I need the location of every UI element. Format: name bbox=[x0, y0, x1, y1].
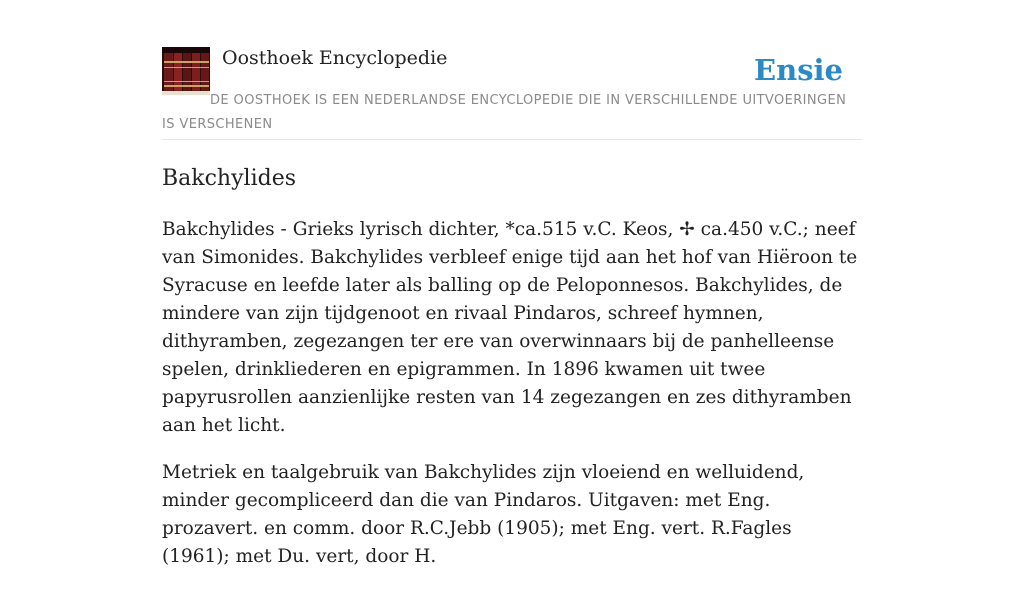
article-title: Bakchylides bbox=[162, 166, 296, 191]
site-header bbox=[162, 0, 862, 140]
site-name[interactable]: Oosthoek Encyclopedie bbox=[222, 47, 448, 69]
article-paragraph: Metriek en taalgebruik van Bakchylides zijn vloeiend en welluidend, minder gecompliceerd dan die van Pindaros. Uitgaven: met Eng. prozavert. en comm. door R.C.Jebb (1905); met Eng. vert. R.Fagles (1961); met Du. vert, door H. bbox=[162, 462, 805, 567]
encyclopedia-avatar[interactable] bbox=[162, 47, 210, 95]
book-spines-icon bbox=[162, 47, 210, 95]
site-tagline: DE OOSTHOEK IS EEN NEDERLANDSE ENCYCLOPEDIE DIE IN VERSCHILLENDE UITVOERINGEN IS VERSCHENEN bbox=[162, 93, 847, 132]
content-column bbox=[162, 0, 862, 567]
article-body bbox=[162, 216, 862, 590]
ensie-logo[interactable]: Ensie bbox=[754, 53, 843, 87]
article-paragraph: Bakchylides - Grieks lyrisch dichter, *ca.515 v.C. Keos, ✢ ca.450 v.C.; neef van Simonides. Bakchylides verbleef enige tijd aan het hof van Hiëroon te Syracuse en leefde later als balling op de Peloponnesos. Bakchylides, de mindere van zijn tijdgenoot en rivaal Pindaros, schreef hymnen, dithyramben, zegezangen ter ere van overwinnaars bij de panhelleense spelen, drinkliederen en epigrammen. In 1896 kwamen uit twee papyrusrollen aanzienlijke resten van 14 zegezangen en zes dithyramben aan het licht. bbox=[162, 219, 858, 436]
